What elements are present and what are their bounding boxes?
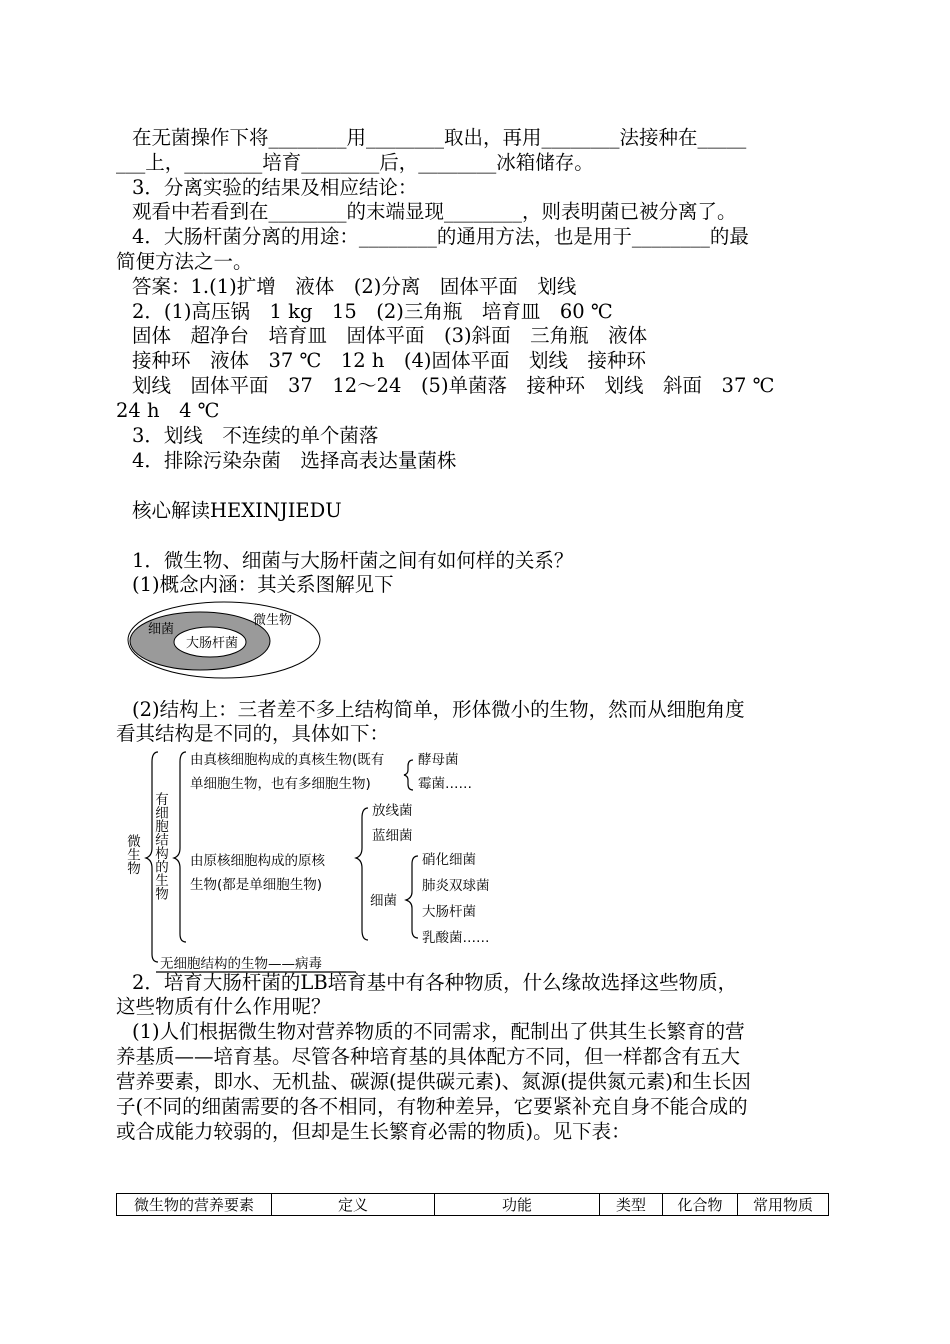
tree-leaf: 放线菌 (372, 803, 413, 819)
text-line: 3．分离实验的结果及相应结论： (132, 176, 418, 199)
text-line: 或合成能力较弱的，但却是生长繁育必需的物质)。见下表： (116, 1120, 631, 1143)
table-header-row (117, 1194, 829, 1216)
text-line: (2)结构上：三者差不多上结构简单，形体微小的生物，然而从细胞角度 (132, 698, 745, 721)
text-line: 在无菌操作下将________用________取出，再用________法接种在_____ (132, 126, 747, 149)
tree-leaf: 蓝细菌 (372, 828, 413, 844)
tree-cellular-label: 有细胞结构的生物 (152, 792, 168, 900)
table-header-cell: 定义 (272, 1194, 435, 1216)
answer-line: 2．(1)高压锅 1 kg 15 (2)三角瓶 培育皿 60 ℃ (132, 300, 613, 323)
answer-line: 4．排除污染杂菌 选择高表达量菌株 (132, 449, 457, 472)
tree-leaf: 霉菌…… (418, 776, 472, 792)
text-line: (1)概念内涵：其关系图解见下 (132, 573, 394, 596)
table-header-cell: 化合物 (663, 1194, 738, 1216)
text-line: ___上，________培育________后，________冰箱储存。 (116, 151, 594, 174)
text-line: 看其结构是不同的，具体如下： (116, 722, 390, 745)
tree-root-label: 微生物 (124, 834, 140, 875)
answer-line: 固体 超净台 培育皿 固体平面 (3)斜面 三角瓶 液体 (132, 324, 648, 347)
text-line: 这些物质有什么作用呢？ (116, 995, 331, 1018)
table-header-cell: 功能 (435, 1194, 600, 1216)
text-line: 简便方法之一。 (116, 250, 253, 273)
tree-leaf: 肺炎双球菌 (422, 878, 490, 894)
text-line: 养基质——培育基。尽管各种培育基的具体配方不同，但一样都含有五大 (116, 1045, 741, 1068)
answer-line: 答案：1.(1)扩增 液体 (2)分离 固体平面 划线 (132, 275, 577, 298)
text-line: 子(不同的细菌需要的各不相同，有物种差异，它要紧补充自身不能合成的 (116, 1095, 748, 1118)
tree-prokaryote-label-2: 生物(都是单细胞生物) (190, 877, 323, 893)
answer-line: 24 h 4 ℃ (116, 399, 220, 422)
text-line: (1)人们根据微生物对营养物质的不同需求，配制出了供其生长繁育的营 (132, 1020, 745, 1043)
venn-label-inner: 大肠杆菌 (186, 636, 239, 651)
tree-eukaryote-label-2: 单细胞生物，也有多细胞生物) (190, 776, 371, 792)
venn-diagram (126, 600, 322, 680)
tree-prokaryote-label: 由原核细胞构成的原核 (190, 853, 325, 869)
tree-leaf: 大肠杆菌 (422, 904, 476, 920)
text-line: 观看中若看到在________的末端显现________，则表明菌已被分离了。 (132, 200, 737, 223)
table-header-cell: 类型 (600, 1194, 663, 1216)
question-line: 1．微生物、细菌与大肠杆菌之间有如何样的关系？ (132, 549, 574, 572)
tree-acellular-label: 无细胞结构的生物——病毒 (160, 956, 322, 972)
text-line: 4．大肠杆菌分离的用途：________的通用方法，也是用于________的最 (132, 225, 749, 248)
answer-line: 划线 固体平面 37 12～24 (5)单菌落 接种环 划线 斜面 37 ℃ (132, 374, 775, 397)
tree-eukaryote-label: 由真核细胞构成的真核生物(既有 (190, 752, 385, 768)
venn-label-outer: 微生物 (253, 613, 293, 628)
table-header-cell: 微生物的营养要素 (117, 1194, 272, 1216)
tree-leaf: 硝化细菌 (422, 852, 476, 868)
nutrient-table (116, 1193, 829, 1216)
venn-label-middle: 细菌 (148, 622, 175, 637)
classification-tree (126, 744, 526, 972)
table-header-cell: 常用物质 (738, 1194, 829, 1216)
section-heading: 核心解读HEXINJIEDU (132, 499, 342, 522)
answer-line: 3．划线 不连续的单个菌落 (132, 424, 379, 447)
tree-leaf: 乳酸菌…… (422, 930, 490, 946)
tree-leaf: 酵母菌 (418, 752, 459, 768)
text-line: 营养要素，即水、无机盐、碳源(提供碳元素)、氮源(提供氮元素)和生长因 (116, 1070, 751, 1093)
tree-bacteria-label: 细菌 (370, 893, 397, 909)
answer-line: 接种环 液体 37 ℃ 12 h (4)固体平面 划线 接种环 (132, 349, 647, 372)
question-line: 2．培育大肠杆菌的LB培育基中有各种物质，什么缘故选择这些物质， (132, 971, 738, 994)
